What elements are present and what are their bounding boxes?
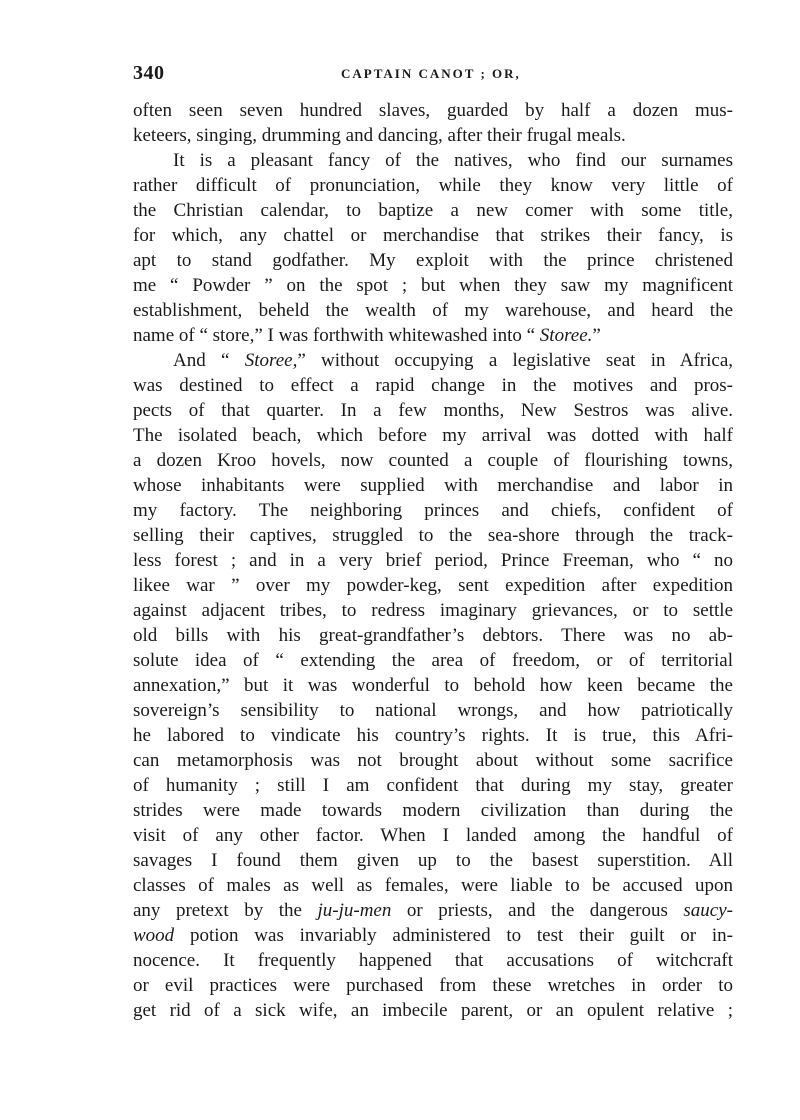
text-line — [133, 348, 733, 373]
page-number: 340 — [133, 62, 165, 84]
text-line: annexation,” but it was wonderful to behold how keen became the — [133, 675, 733, 696]
text-line: selling their captives, struggled to the sea-shore through the track- — [133, 525, 733, 546]
text-line: sovereign’s sensibility to national wrongs, and how patriotically — [133, 700, 733, 721]
page-header — [133, 62, 733, 92]
text-line: get rid of a sick wife, an imbecile parent, or an opulent relative ; — [133, 1000, 733, 1021]
text-line: can metamorphosis was not brought about without some sacrifice — [133, 750, 733, 771]
text-line: for which, any chattel or merchandise that strikes their fancy, is — [133, 225, 733, 246]
running-head: CAPTAIN CANOT ; OR, — [341, 66, 521, 81]
line-segment: ” without occupying a legislative seat in Africa, — [297, 350, 733, 371]
line-segment: ” — [592, 325, 601, 346]
text-line — [133, 898, 733, 923]
text-line: whose inhabitants were supplied with merchandise and labor in — [133, 475, 733, 496]
text-line: solute idea of “ extending the area of freedom, or of territorial — [133, 650, 733, 671]
italic-word: saucy- — [683, 900, 733, 921]
italic-word: Storee, — [244, 350, 298, 371]
text-line: savages I found them given up to the basest superstition. All — [133, 850, 733, 871]
italic-word: wood — [133, 925, 175, 946]
italic-word: Storee. — [539, 325, 593, 346]
text-line: pects of that quarter. In a few months, New Sestros was alive. — [133, 400, 733, 421]
text-line: my factory. The neighboring princes and chiefs, confident of — [133, 500, 733, 521]
line-segment: potion was invariably administered to test their guilt or in- — [174, 925, 733, 946]
line-segment: And “ — [173, 350, 245, 371]
text-line: was destined to effect a rapid change in the motives and pros- — [133, 375, 733, 396]
text-line: the Christian calendar, to baptize a new comer with some title, — [133, 200, 733, 221]
text-line — [133, 923, 733, 948]
body-text — [133, 98, 733, 1023]
text-line: often seen seven hundred slaves, guarded by half a dozen mus- — [133, 100, 733, 121]
text-line: strides were made towards modern civilization than during the — [133, 800, 733, 821]
italic-word: ju-ju-men — [317, 900, 392, 921]
text-line — [133, 323, 733, 348]
text-line: The isolated beach, which before my arrival was dotted with half — [133, 425, 733, 446]
text-line: me “ Powder ” on the spot ; but when they saw my magnificent — [133, 275, 733, 296]
text-line: nocence. It frequently happened that accusations of witchcraft — [133, 950, 733, 971]
text-line: classes of males as well as females, were liable to be accused upon — [133, 875, 733, 896]
text-line: establishment, beheld the wealth of my warehouse, and heard the — [133, 300, 733, 321]
text-line: likee war ” over my powder-keg, sent expedition after expedition — [133, 575, 733, 596]
line-segment: or priests, and the dangerous — [391, 900, 684, 921]
text-line: old bills with his great-grandfather’s debtors. There was no ab- — [133, 625, 733, 646]
text-line: against adjacent tribes, to redress imaginary grievances, or to settle — [133, 600, 733, 621]
text-line: keteers, singing, drumming and dancing, after their frugal meals. — [133, 125, 626, 146]
text-line: a dozen Kroo hovels, now counted a couple of flourishing towns, — [133, 450, 733, 471]
text-line: less forest ; and in a very brief period, Prince Freeman, who “ no — [133, 550, 733, 571]
line-segment: any pretext by the — [133, 900, 318, 921]
text-line: apt to stand godfather. My exploit with the prince christened — [133, 250, 733, 271]
text-line: of humanity ; still I am confident that during my stay, greater — [133, 775, 733, 796]
text-line: rather difficult of pronunciation, while they know very little of — [133, 175, 733, 196]
text-line: visit of any other factor. When I landed among the handful of — [133, 825, 733, 846]
text-line: or evil practices were purchased from these wretches in order to — [133, 975, 733, 996]
line-segment: name of “ store,” I was forthwith whitewashed into “ — [133, 325, 540, 346]
text-line: It is a pleasant fancy of the natives, who find our surnames — [173, 150, 733, 171]
text-line: he labored to vindicate his country’s rights. It is true, this Afri- — [133, 725, 733, 746]
